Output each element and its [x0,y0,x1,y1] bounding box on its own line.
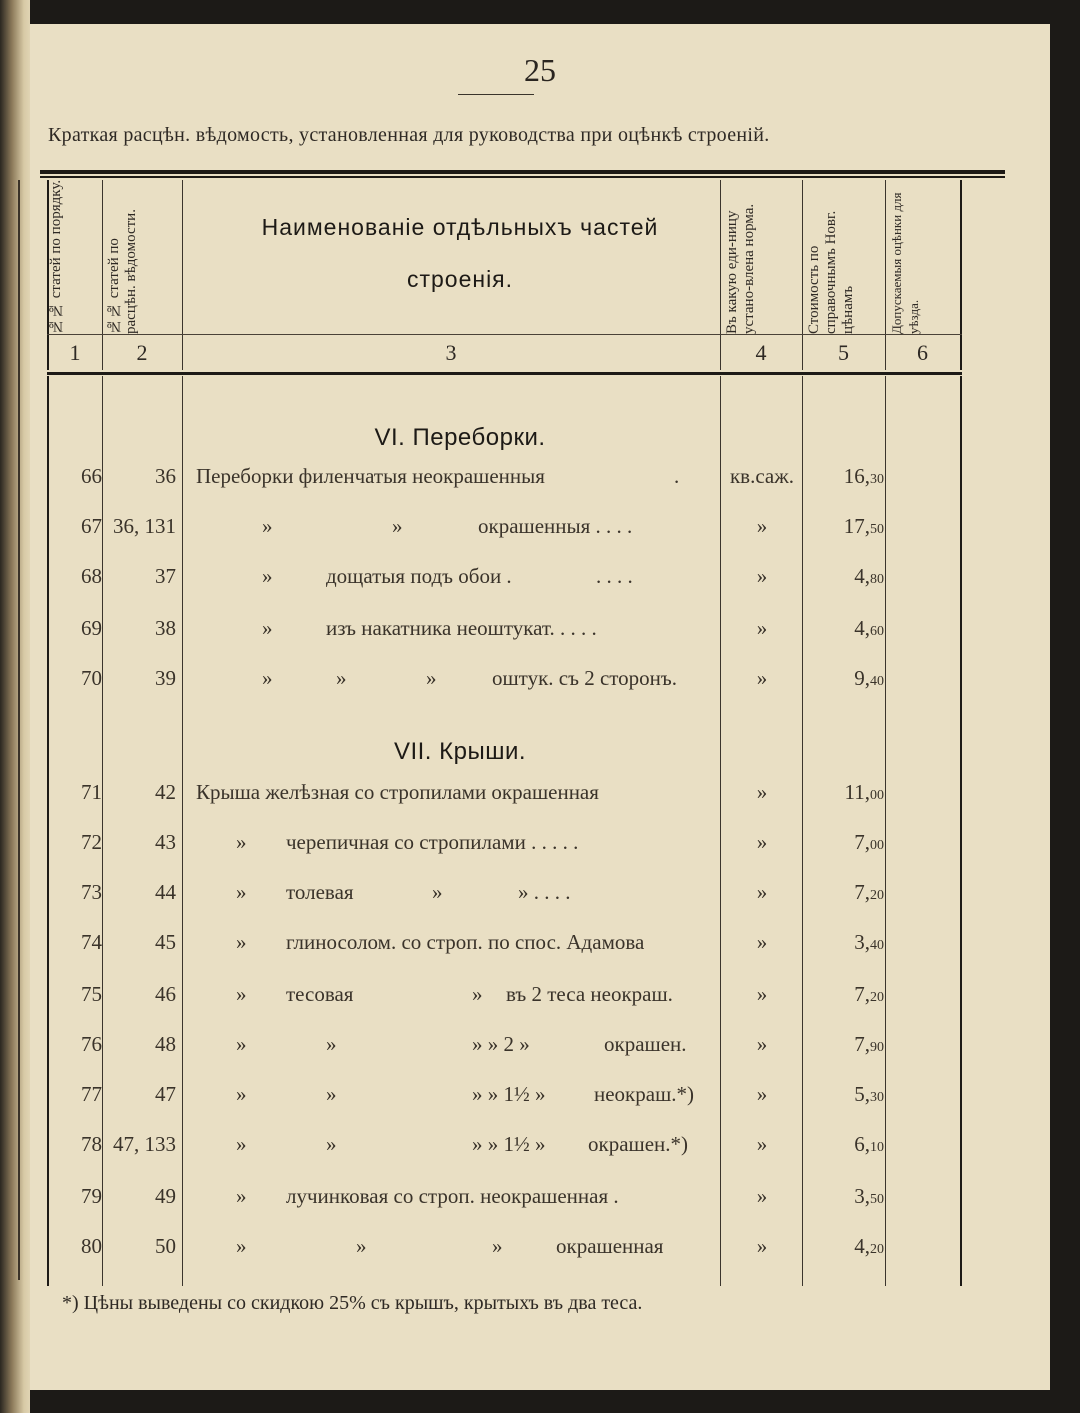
desc-part: . . . . [596,564,633,588]
table-row [30,1132,990,1172]
desc-part: » » 1½ » [472,1132,546,1156]
header-divider [960,180,962,370]
row-unit: » [756,982,768,1006]
table-row [30,880,990,920]
row-price: 4,80 [854,564,884,588]
row-number: 67 [81,514,102,538]
header-col2: №№ статей по расцѣн. вѣдомости. [106,209,139,334]
desc-part: » [426,666,437,690]
desc-part: » [236,830,247,854]
desc-part: » [236,1032,247,1056]
row-price: 5,30 [854,1082,884,1106]
row-unit: » [756,830,768,854]
desc-part: » [336,666,347,690]
desc-part: глиносолом. со строп. по спос. Адамова [286,930,645,954]
row-ref: 36 [155,464,176,488]
desc-part: Крыша желѣзная со стропилами окрашенная [196,780,599,804]
row-number: 71 [81,780,102,804]
table-row [30,564,990,604]
row-price: 3,50 [854,1184,884,1208]
desc-part: » [236,880,247,904]
desc-part: » [236,1234,247,1258]
row-ref: 36, 131 [113,514,176,538]
row-price: 17,50 [843,514,884,538]
row-number: 70 [81,666,102,690]
desc-part: неокраш.*) [594,1082,694,1106]
page-number: 25 [524,52,556,88]
document-page [30,24,1050,1390]
row-unit: » [756,1032,768,1056]
row-ref: 49 [155,1184,176,1208]
row-price: 7,00 [854,830,884,854]
footnote: *) Цѣны выведены со скидкою 25% съ крышъ, крытыхъ въ два теса. [62,1292,643,1314]
header-col3-line2: строенія. [406,266,514,292]
desc-part: » [472,982,483,1006]
desc-part: » » 2 » [472,1032,530,1056]
table-row [30,1082,990,1122]
row-price: 9,40 [854,666,884,690]
desc-part: окрашенныя . . . . [478,514,633,538]
column-number-6: 6 [917,340,928,365]
column-numbers-rule [47,372,962,375]
table-row [30,930,990,970]
row-unit: » [756,780,768,804]
page-number-rule [458,94,534,95]
table-row [30,982,990,1022]
desc-part: окрашен. [604,1032,687,1056]
column-number-1: 1 [69,340,81,365]
row-price: 4,20 [854,1234,884,1258]
table-row [30,830,990,870]
row-number: 72 [81,830,102,854]
row-price: 7,90 [854,1032,884,1056]
desc-part: » . . . . [518,880,571,904]
desc-part: » [326,1082,337,1106]
row-ref: 42 [155,780,176,804]
row-ref: 43 [155,830,176,854]
desc-part: » » 1½ » [472,1082,546,1106]
book-spine [0,0,30,1413]
row-price: 7,20 [854,880,884,904]
row-unit: » [756,1132,768,1156]
row-number: 66 [81,464,102,488]
row-ref: 48 [155,1032,176,1056]
table-caption: Краткая расцѣн. вѣдомость, установленная для руководства при оцѣнкѣ строеній. [48,124,770,146]
header-col3-line1: Наименованіе отдѣльныхъ частей [261,214,659,240]
desc-part: » [432,880,443,904]
row-price: 6,10 [854,1132,884,1156]
header-col4: Въ какую еди-ницу устано-влена норма. [724,203,757,334]
desc-part: » [326,1032,337,1056]
row-ref: 46 [155,982,176,1006]
desc-part: Переборки филенчатыя неокрашенныя [196,464,545,488]
row-unit: » [756,1082,768,1106]
row-unit: кв.саж. [729,464,795,488]
section-heading-vii: VII. Крыши. [393,738,527,765]
desc-part: » [236,1184,247,1208]
desc-part: дощатыя подъ обои . [326,564,512,588]
column-number-2: 2 [136,340,148,365]
row-number: 78 [81,1132,102,1156]
row-ref: 44 [155,880,176,904]
row-number: 74 [81,930,102,954]
row-ref: 47 [155,1082,176,1106]
table-row [30,514,990,554]
desc-part: » [262,616,273,640]
desc-part: » [236,1082,247,1106]
header-col6: Допускаемыя оцѣнки для уѣзда. [889,192,921,334]
desc-part: » [236,1132,247,1156]
desc-part: окрашенная [556,1234,664,1258]
desc-part: тесовая [286,982,354,1006]
row-ref: 47, 133 [113,1132,176,1156]
table-row [30,1234,990,1274]
row-ref: 38 [155,616,176,640]
row-number: 73 [81,880,102,904]
table-row [30,464,990,504]
desc-part: черепичная со стропилами . . . . . [286,830,579,854]
section-heading-vi: VI. Переборки. [374,424,546,451]
desc-part: » [236,982,247,1006]
desc-part: оштук. съ 2 сторонъ. [492,666,678,690]
row-ref: 45 [155,930,176,954]
desc-part: въ 2 теса неокраш. [506,982,673,1006]
row-number: 75 [81,982,102,1006]
row-price: 3,40 [854,930,884,954]
row-unit: » [756,564,768,588]
row-unit: » [756,930,768,954]
header-col1: №№ статей по порядку. [48,179,64,334]
table-row [30,780,990,820]
desc-part: » [392,514,403,538]
row-number: 76 [81,1032,102,1056]
desc-part: » [492,1234,503,1258]
row-number: 80 [81,1234,102,1258]
table-row [30,1032,990,1072]
row-unit: » [756,1234,768,1258]
row-price: 11,00 [844,780,884,804]
row-ref: 50 [155,1234,176,1258]
table-row [30,616,990,656]
table-row [30,1184,990,1224]
desc-part: изъ накатника неоштукат. . . . . [326,616,597,640]
row-unit: » [756,514,768,538]
desc-part: окрашен.*) [588,1132,688,1156]
row-price: 4,60 [854,616,884,640]
row-ref: 37 [155,564,176,588]
column-number-3: 3 [445,340,457,365]
desc-part: » [356,1234,367,1258]
row-unit: » [756,880,768,904]
row-number: 68 [81,564,102,588]
row-number: 79 [81,1184,102,1208]
desc-part: » [326,1132,337,1156]
desc-part: . [674,464,680,488]
row-unit: » [756,1184,768,1208]
desc-part: » [262,514,273,538]
row-unit: » [756,616,768,640]
desc-part: » [236,930,247,954]
row-ref: 39 [155,666,176,690]
row-unit: » [756,666,768,690]
row-number: 77 [81,1082,102,1106]
table-row [30,666,990,706]
desc-part: » [262,564,273,588]
desc-part: лучинковая со строп. неокрашенная . [286,1184,619,1208]
row-price: 7,20 [854,982,884,1006]
header-separator [47,334,962,335]
column-number-4: 4 [755,340,767,365]
row-number: 69 [81,616,102,640]
desc-part: » [262,666,273,690]
column-number-5: 5 [838,340,849,365]
header-col5: Стоимость по справочнымъ Новг. цѣнамъ [806,210,856,334]
desc-part: толевая [286,880,354,904]
row-price: 16,30 [843,464,884,488]
